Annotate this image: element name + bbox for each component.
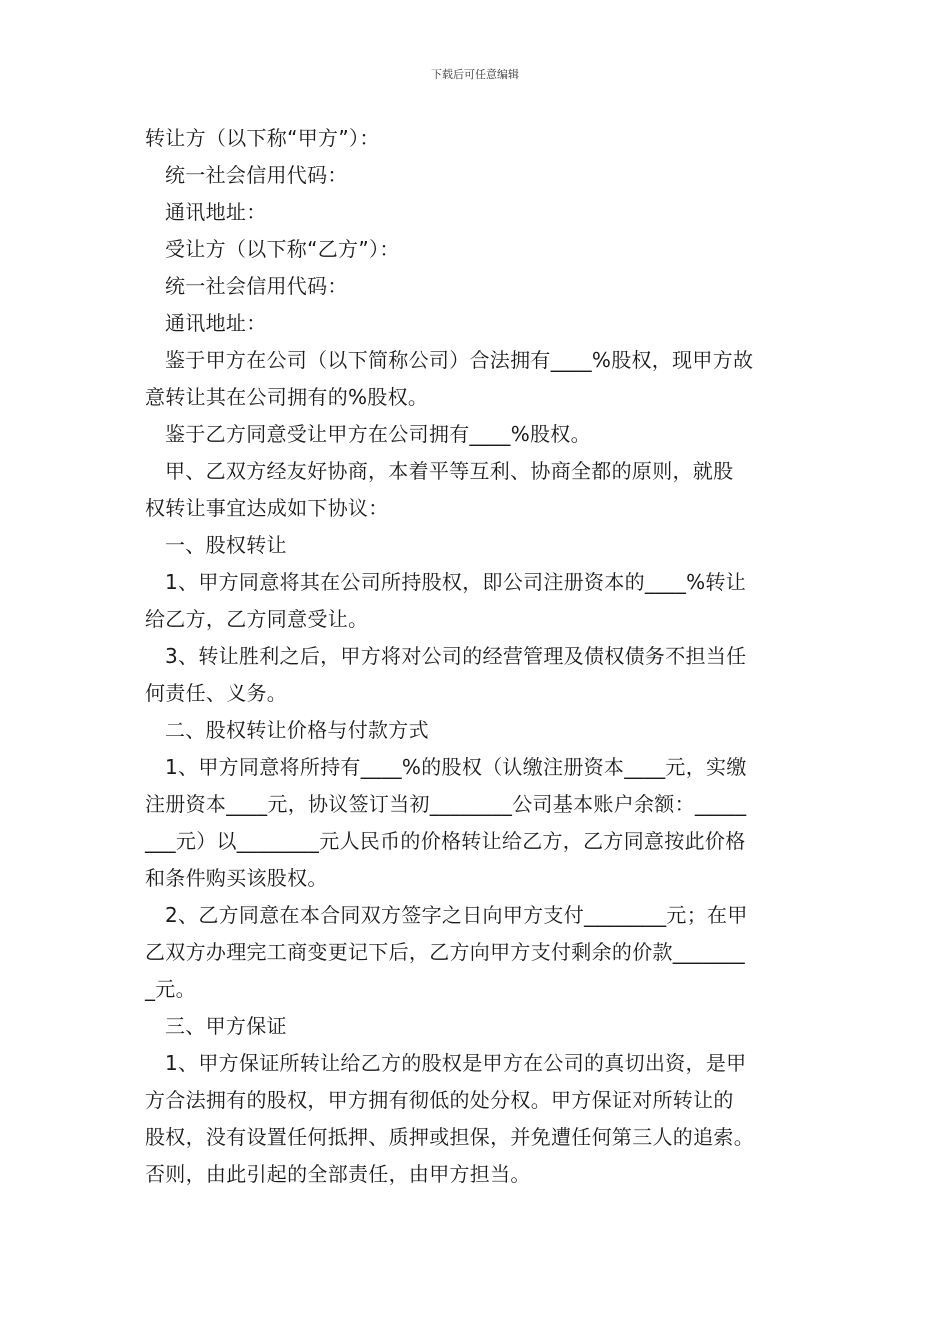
text-line: 乙双方办理完工商变更记下后，乙方向甲方支付剩余的价款_______ [145,940,745,964]
text-line: 3、转让胜利之后，甲方将对公司的经营管理及债权债务不担当任 [165,644,747,668]
text-line: 鉴于甲方在公司（以下简称公司）合法拥有____%股权，现甲方故 [165,348,754,372]
text-line: _元。 [145,977,196,1001]
text-line: 权转让事宜达成如下协议： [145,496,389,520]
text-line: 三、甲方保证 [165,1014,287,1038]
text-line: 意转让其在公司拥有的%股权。 [145,385,429,409]
text-line: 2、乙方同意在本合同双方签字之日向甲方支付________元；在甲 [165,903,748,927]
text-line: 统一社会信用代码： [165,163,348,187]
text-line: 和条件购买该股权。 [145,866,328,890]
text-line: 否则，由此引起的全部责任，由甲方担当。 [145,1162,531,1186]
text-line: 鉴于乙方同意受让甲方在公司拥有____%股权。 [165,422,591,446]
text-line: ___元）以________元人民币的价格转让给乙方，乙方同意按此价格 [145,829,746,853]
text-line: 甲、乙双方经友好协商，本着平等互利、协商全都的原则，就股 [165,459,734,483]
text-line: 何责任、义务。 [145,681,288,705]
text-line: 1、甲方同意将其在公司所持股权，即公司注册资本的____%转让 [165,570,747,594]
text-line: 通讯地址： [165,200,267,224]
text-line: 受让方（以下称“乙方”）： [165,237,400,261]
text-line: 统一社会信用代码： [165,274,348,298]
document-body [145,120,813,1193]
text-line: 给乙方，乙方同意受让。 [145,607,369,631]
text-line: 一、股权转让 [165,533,287,557]
text-line: 方合法拥有的股权，甲方拥有彻低的处分权。甲方保证对所转让的 [145,1088,734,1112]
page-header: 下载后可任意编辑 [431,68,519,81]
text-line: 二、股权转让价格与付款方式 [165,718,429,742]
text-line: 通讯地址： [165,311,267,335]
text-line: 注册资本____元，协议签订当初________公司基本账户余额：_____ [145,792,747,816]
text-line: 股权，没有设置任何抵押、质押或担保，并免遭任何第三人的追索。 [145,1125,754,1149]
text-line: 转让方（以下称“甲方”）： [145,126,380,150]
text-line: 1、甲方同意将所持有____%的股权（认缴注册资本____元，实缴 [165,755,747,779]
text-line: 1、甲方保证所转让给乙方的股权是甲方在公司的真切出资，是甲 [165,1051,747,1075]
